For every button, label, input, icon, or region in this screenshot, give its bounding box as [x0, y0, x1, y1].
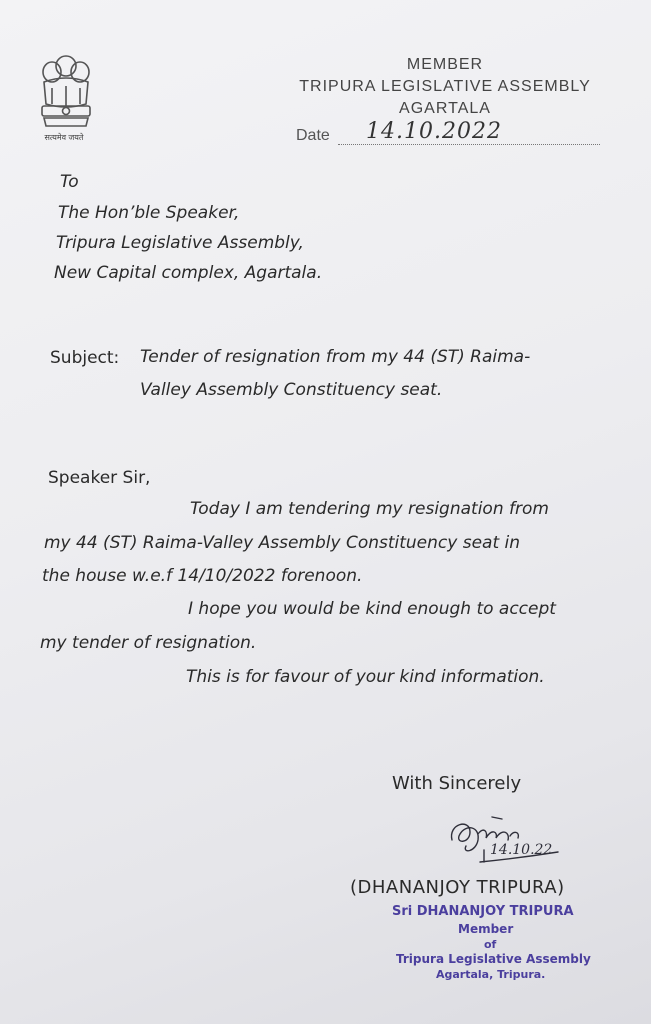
recipient-line-1: The Hon’ble Speaker, — [58, 203, 240, 223]
subject-line-2: Valley Assembly Constituency seat. — [140, 380, 443, 400]
handwritten-signature — [440, 810, 570, 870]
letterhead-title: MEMBER — [406, 56, 484, 73]
stamp-of: of — [484, 938, 497, 951]
subject-label: Subject: — [50, 348, 120, 368]
emblem-motto: सत्यमेव जयते — [44, 133, 84, 142]
letterhead-city: AGARTALA — [399, 100, 491, 117]
stamp-name: Sri DHANANJOY TRIPURA — [392, 904, 574, 919]
body-paragraph-1-line-1: Today I am tendering my resignation from — [190, 499, 549, 519]
recipient-line-2: Tripura Legislative Assembly, — [56, 233, 304, 253]
recipient-to: To — [60, 172, 79, 192]
valediction: With Sincerely — [392, 773, 522, 794]
body-paragraph-2-line-1: I hope you would be kind enough to accept — [188, 599, 556, 619]
stamp-designation: Member — [458, 922, 514, 936]
subject-line-1: Tender of resignation from my 44 (ST) Raima- — [140, 347, 531, 367]
body-paragraph-1-line-3: the house w.e.f 14/10/2022 forenoon. — [42, 566, 363, 586]
recipient-line-3: New Capital complex, Agartala. — [54, 263, 323, 283]
salutation: Speaker Sir, — [48, 468, 151, 488]
stamp-assembly: Tripura Legislative Assembly — [396, 952, 591, 966]
body-paragraph-2-line-2: my tender of resignation. — [40, 633, 257, 653]
date-value: 14.10.2022 — [366, 119, 502, 144]
date-label: Date — [296, 127, 330, 144]
stamp-location: Agartala, Tripura. — [436, 968, 546, 981]
body-paragraph-1-line-2: my 44 (ST) Raima-Valley Assembly Constituency seat in — [44, 533, 521, 553]
letterhead-assembly: TRIPURA LEGISLATIVE ASSEMBLY — [299, 78, 591, 95]
national-emblem-icon — [30, 44, 102, 144]
signature-date: 14.10.22 — [490, 842, 553, 858]
body-paragraph-3-line-1: This is for favour of your kind information. — [186, 667, 545, 687]
signatory-name: (DHANANJOY TRIPURA) — [350, 877, 565, 898]
